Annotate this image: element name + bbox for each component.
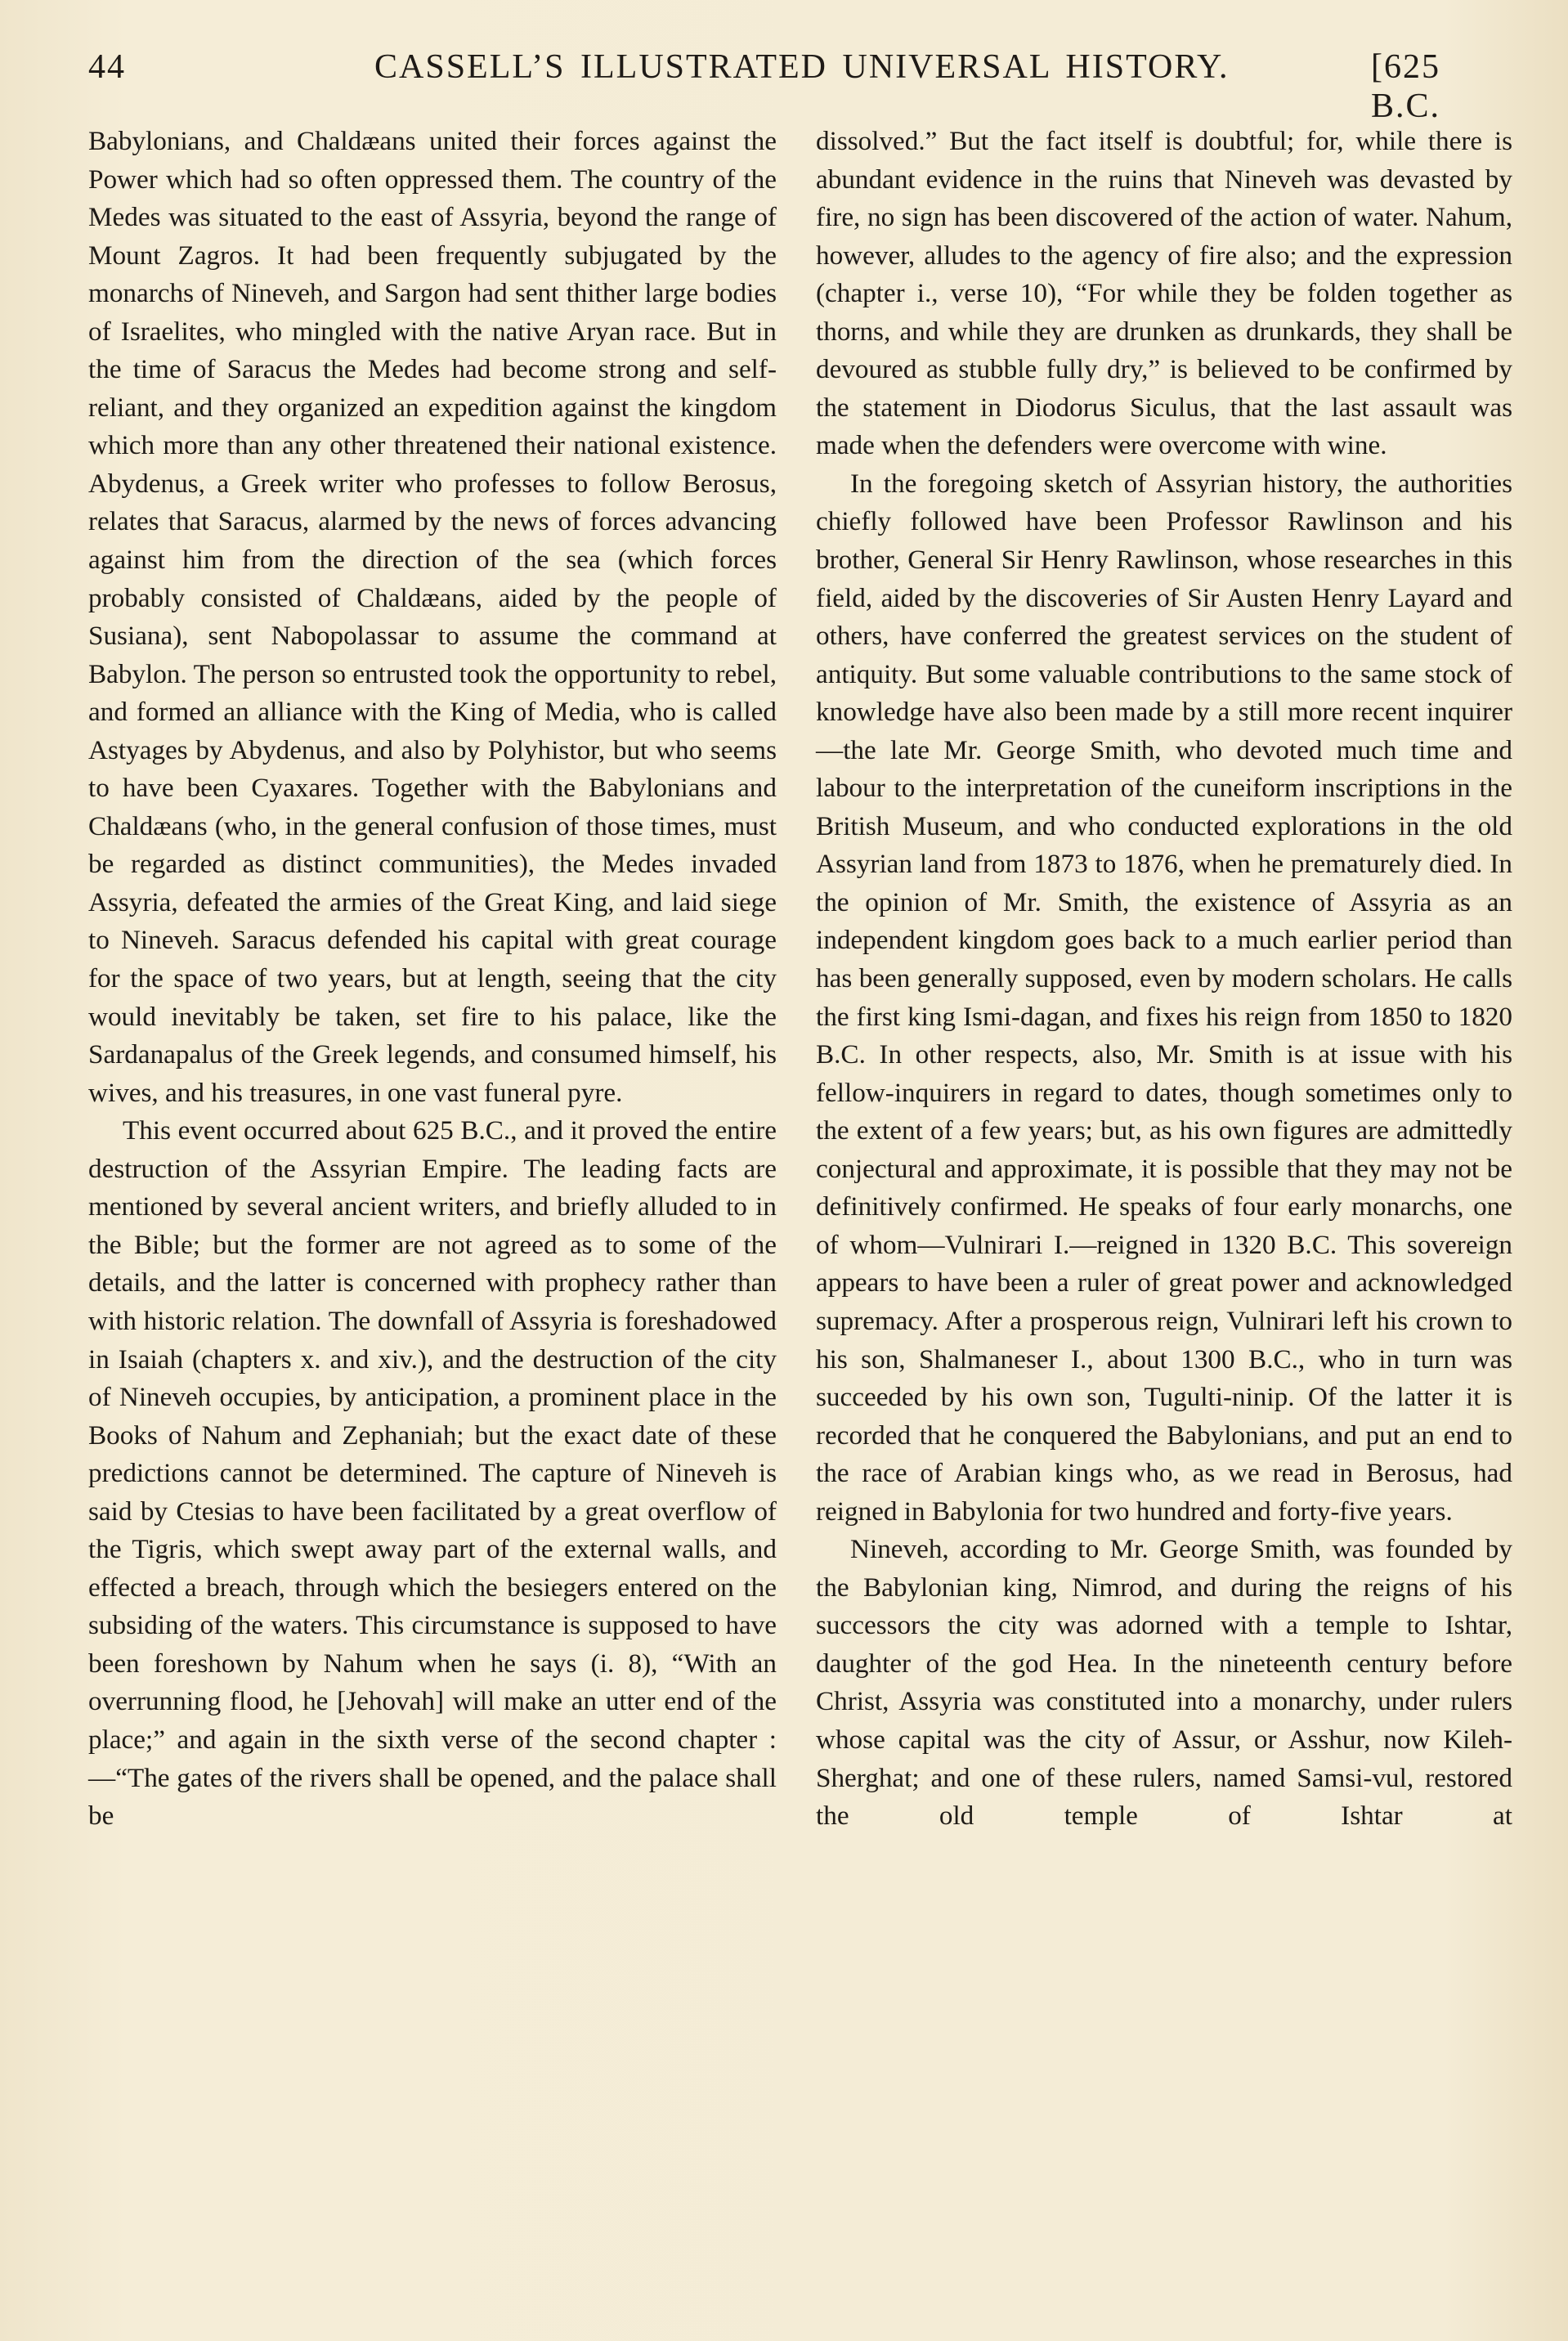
page-number: 44 [88, 48, 126, 86]
right-column [816, 123, 1512, 1836]
paragraph: Nineveh, according to Mr. George Smith, was founded by the Babylonian king, Nimrod, and during the reigns of his successors the city was adorned with a temple to Ishtar, daughter of the god Hea. In the nineteenth century before Christ, Assyria was constituted into a monarchy, under rulers whose capital was the city of Assur, or Asshur, now Kileh-Sherghat; and one of these rulers, named Samsi-vul, restored the old temple of Ishtar at [816, 1534, 1512, 1832]
paragraph: Babylonians, and Chaldæans united their forces against the Power which had so often oppressed them. The country of the Medes was situated to the east of Assyria, beyond the range of Mount Zagros. It had been frequently subjugated by the monarchs of Nineveh, and Sargon had sent thither large bodies of Israelites, who mingled with the native Aryan race. But in the time of Saracus the Medes had become strong and self-reliant, and they organized an expedition against the kingdom which more than any other threatened their national existence. Abydenus, a Greek writer who professes to follow Berosus, relates that Saracus, alarmed by the news of forces advancing against him from the direction of the sea (which forces probably consisted of Chaldæans, aided by the people of Susiana), sent Nabopolassar to assume the command at Babylon. The person so entrusted took the opportunity to rebel, and formed an alliance with the King of Media, who is called Astyages by Abydenus, and also by Polyhistor, but who seems to have been Cyaxares. Together with the Babylonians and Chaldæans (who, in the general confusion of those times, must be regarded as distinct communities), the Medes invaded Assyria, defeated the armies of the Great King, and laid siege to Nineveh. Saracus defended his capital with great courage for the space of two years, but at length, seeing that the city would inevitably be taken, set fire to his palace, like the Sardanapalus of the Greek legends, and consumed himself, his wives, and his treasures, in one vast funeral pyre. [88, 126, 777, 1108]
paragraph: dissolved.” But the fact itself is doubtful; for, while there is abundant evidence in the ruins that Nineveh was devasted by fire, no sign has been discovered of the action of water. Nahum, however, alludes to the agency of fire also; and the expression (chapter i., verse 10), “For while they be folden together as thorns, and while they are drunken as drunkards, they shall be devoured as stubble fully dry,” is believed to be confirmed by the statement in Diodorus Siculus, that the last assault was made when the defenders were overcome with wine. [816, 126, 1512, 461]
left-column [88, 123, 777, 1836]
date-range: [625 B.C. [1371, 48, 1441, 125]
running-title: CASSELL’S ILLUSTRATED UNIVERSAL HISTORY. [374, 48, 1230, 86]
paragraph: In the foregoing sketch of Assyrian history, the authorities chiefly followed have been Professor Rawlinson and his brother, General Sir Henry Rawlinson, whose researches in this field, aided by the discoveries of Sir Austen Henry Layard and others, have conferred the greatest services on the student of antiquity. But some valuable contributions to the same stock of knowledge have also been made by a still more recent inquirer—the late Mr. George Smith, who devoted much time and labour to the interpretation of the cuneiform inscriptions in the British Museum, and who conducted explorations in the old Assyrian land from 1873 to 1876, when he prematurely died. In the opinion of Mr. Smith, the existence of Assyria as an independent kingdom goes back to a much earlier period than has been generally supposed, even by modern scholars. He calls the first king Ismi-dagan, and fixes his reign from 1850 to 1820 B.C. In other respects, also, Mr. Smith is at issue with his fellow-inquirers in regard to dates, though sometimes only to the extent of a few years; but, as his own figures are admittedly conjectural and approximate, it is possible that they may not be definitively confirmed. He speaks of four early monarchs, one of whom—Vulnirari I.—reigned in 1320 B.C. This sovereign appears to have been a ruler of great power and acknowledged supremacy. After a prosperous reign, Vulnirari left his crown to his son, Shalmaneser I., about 1300 B.C., who in turn was succeeded by his own son, Tugulti-ninip. Of the latter it is recorded that he conquered the Babylonians, and put an end to the race of Arabian kings who, as we read in Berosus, had reigned in Babylonia for two hundred and forty-five years. [816, 468, 1512, 1527]
page-header [82, 33, 1504, 125]
paragraph: This event occurred about 625 B.C., and it proved the entire destruction of the Assyrian Empire. The leading facts are mentioned by several ancient writers, and briefly alluded to in the Bible; but the former are not agreed as to some of the details, and the latter is concerned with prophecy rather than with historic relation. The downfall of Assyria is foreshadowed in Isaiah (chapters x. and xiv.), and the destruction of the city of Nineveh occupies, by anticipation, a prominent place in the Books of Nahum and Zephaniah; but the exact date of these predictions cannot be determined. The capture of Nineveh is said by Ctesias to have been facilitated by a great overflow of the Tigris, which swept away part of the external walls, and effected a breach, through which the besiegers entered on the subsiding of the waters. This circumstance is supposed to have been foreshown by Nahum when he says (i. 8), “With an overrunning flood, he [Jehovah] will make an utter end of the place;” and again in the sixth verse of the second chapter :—“The gates of the rivers shall be opened, and the palace shall be [88, 1115, 777, 1832]
